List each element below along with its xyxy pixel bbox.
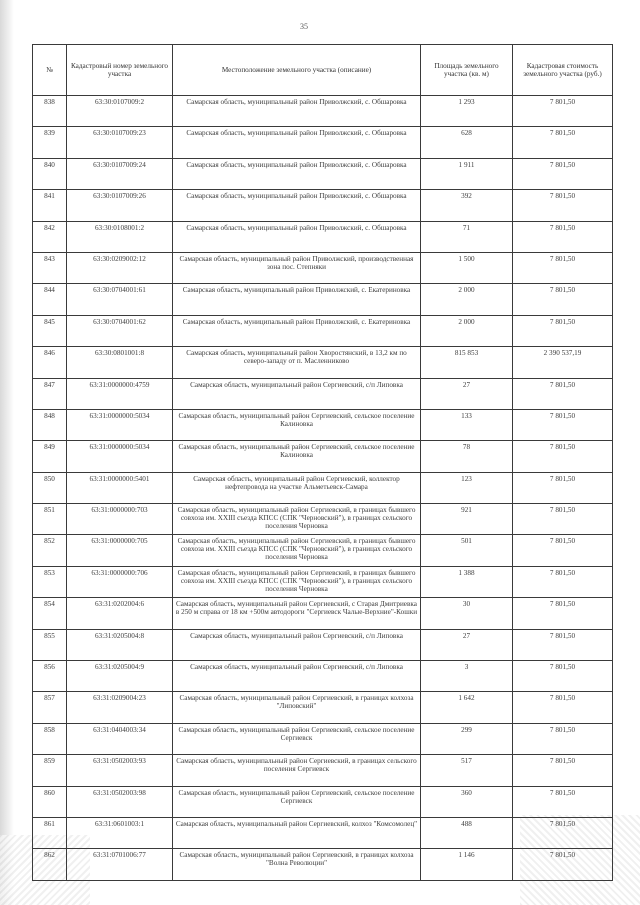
row-number: 852 [33,535,67,566]
cadastral-number: 63:31:0000000:706 [67,566,173,597]
area-value: 299 [421,723,513,754]
location-description: Самарская область, муниципальный район Сергиевский, в границах бывшего совхоза им. XXIII съезда КПСС (СПК "Черновский"), в границах сельского поселения Черновка [173,504,421,535]
area-value: 123 [421,472,513,503]
row-number: 855 [33,629,67,660]
row-number: 859 [33,755,67,786]
area-value: 1 642 [421,692,513,723]
location-description: Самарская область, муниципальный район Приволжский, с. Обшаровка [173,127,421,158]
row-number: 850 [33,472,67,503]
cadastral-cost: 7 801,50 [513,315,613,346]
cadastral-cost: 7 801,50 [513,504,613,535]
area-value: 2 000 [421,284,513,315]
cadastral-cost: 7 801,50 [513,661,613,692]
cadastral-number: 63:31:0601003:1 [67,817,173,848]
cadastral-number: 63:30:0704001:61 [67,284,173,315]
row-number: 851 [33,504,67,535]
location-description: Самарская область, муниципальный район Сергиевский, колхоз "Комсомолец" [173,817,421,848]
table-row [33,566,613,597]
table-row [33,252,613,283]
row-number: 861 [33,817,67,848]
cadastral-cost: 7 801,50 [513,252,613,283]
land-plots-table [32,44,613,881]
cadastral-cost: 7 801,50 [513,692,613,723]
cadastral-cost: 7 801,50 [513,535,613,566]
row-number: 862 [33,849,67,880]
location-description: Самарская область, муниципальный район Сергиевский, в границах бывшего совхоза им. XXIII съезда КПСС (СПК "Черновский"), в границах сельского поселения Черновка [173,566,421,597]
area-value: 628 [421,127,513,158]
table-body [33,96,613,881]
header-cost: Кадастровая стоимость земельного участка (руб.) [513,45,613,96]
cadastral-cost: 2 390 537,19 [513,347,613,378]
table-row [33,472,613,503]
cadastral-cost: 7 801,50 [513,566,613,597]
row-number: 858 [33,723,67,754]
location-description: Самарская область, муниципальный район Приволжский, с. Екатериновка [173,284,421,315]
cadastral-cost: 7 801,50 [513,158,613,189]
cadastral-cost: 7 801,50 [513,629,613,660]
row-number: 843 [33,252,67,283]
row-number: 857 [33,692,67,723]
location-description: Самарская область, муниципальный район Сергиевский, сельское поселение Калиновка [173,441,421,472]
cadastral-cost: 7 801,50 [513,441,613,472]
location-description: Самарская область, муниципальный район Приволжский, с. Обшаровка [173,221,421,252]
header-num: № [33,45,67,96]
area-value: 392 [421,190,513,221]
cadastral-cost: 7 801,50 [513,598,613,629]
cadastral-cost: 7 801,50 [513,190,613,221]
area-value: 27 [421,629,513,660]
cadastral-cost: 7 801,50 [513,723,613,754]
row-number: 844 [33,284,67,315]
table-row [33,629,613,660]
location-description: Самарская область, муниципальный район Сергиевский, в границах колхоза "Липовский" [173,692,421,723]
location-description: Самарская область, муниципальный район Сергиевский, коллектор нефтепровода на участке Альметьевск-Самара [173,472,421,503]
location-description: Самарская область, муниципальный район Сергиевский, с/п Липовка [173,378,421,409]
table-row [33,347,613,378]
row-number: 847 [33,378,67,409]
cadastral-number: 63:31:0000000:5034 [67,409,173,440]
cadastral-number: 63:30:0108001:2 [67,221,173,252]
cadastral-cost: 7 801,50 [513,221,613,252]
table-row [33,723,613,754]
location-description: Самарская область, муниципальный район Сергиевский, в границах колхоза "Волна Революции" [173,849,421,880]
cadastral-cost: 7 801,50 [513,96,613,127]
table-row [33,786,613,817]
location-description: Самарская область, муниципальный район Сергиевский, с/п Липовка [173,629,421,660]
cadastral-cost: 7 801,50 [513,755,613,786]
location-description: Самарская область, муниципальный район Приволжский, с. Обшаровка [173,96,421,127]
location-description: Самарская область, муниципальный район Приволжский, с. Обшаровка [173,158,421,189]
cadastral-cost: 7 801,50 [513,409,613,440]
location-description: Самарская область, муниципальный район Сергиевский, в границах сельского поселения Сергиевск [173,755,421,786]
cadastral-number: 63:30:0209002:12 [67,252,173,283]
cadastral-cost: 7 801,50 [513,284,613,315]
area-value: 78 [421,441,513,472]
table-row [33,817,613,848]
row-number: 848 [33,409,67,440]
area-value: 815 853 [421,347,513,378]
table-row [33,158,613,189]
cadastral-number: 63:30:0704001:62 [67,315,173,346]
area-value: 133 [421,409,513,440]
cadastral-number: 63:31:0000000:4759 [67,378,173,409]
cadastral-number: 63:31:0701006:77 [67,849,173,880]
location-description: Самарская область, муниципальный район Приволжский, с. Обшаровка [173,190,421,221]
row-number: 842 [33,221,67,252]
cadastral-number: 63:31:0000000:5401 [67,472,173,503]
area-value: 360 [421,786,513,817]
table-row [33,221,613,252]
area-value: 1 146 [421,849,513,880]
cadastral-number: 63:30:0107009:23 [67,127,173,158]
header-location: Местоположение земельного участка (описание) [173,45,421,96]
row-number: 846 [33,347,67,378]
table-row [33,409,613,440]
page-number: 35 [300,22,308,31]
area-value: 501 [421,535,513,566]
cadastral-number: 63:31:0502003:98 [67,786,173,817]
table-row [33,190,613,221]
area-value: 1 911 [421,158,513,189]
table-row [33,96,613,127]
table-row [33,692,613,723]
area-value: 1 293 [421,96,513,127]
cadastral-number: 63:30:0107009:24 [67,158,173,189]
cadastral-number: 63:31:0000000:703 [67,504,173,535]
area-value: 30 [421,598,513,629]
table-header-row [33,45,613,96]
scan-edge-shadow [0,0,14,905]
area-value: 3 [421,661,513,692]
row-number: 856 [33,661,67,692]
location-description: Самарская область, муниципальный район Приволжский, производственная зона пос. Степняки [173,252,421,283]
location-description: Самарская область, муниципальный район Сергиевский, сельское поселение Сергиевск [173,723,421,754]
location-description: Самарская область, муниципальный район Сергиевский, сельское поселение Калиновка [173,409,421,440]
row-number: 841 [33,190,67,221]
row-number: 853 [33,566,67,597]
location-description: Самарская область, муниципальный район Хворостянский, в 13,2 км по северо-западу от п. Масленниково [173,347,421,378]
cadastral-cost: 7 801,50 [513,378,613,409]
location-description: Самарская область, муниципальный район Сергиевский, с Старая Дмитриевка в 250 м справа от 18 км +500м автодороги "Сергиевск Чалые-Верхние"-Кошки [173,598,421,629]
cadastral-number: 63:31:0502003:93 [67,755,173,786]
location-description: Самарская область, муниципальный район Сергиевский, в границах бывшего совхоза им. XXIII съезда КПСС (СПК "Черновский"), в границах сельского поселения Черновка [173,535,421,566]
cadastral-cost: 7 801,50 [513,849,613,880]
area-value: 71 [421,221,513,252]
cadastral-number: 63:30:0107009:2 [67,96,173,127]
location-description: Самарская область, муниципальный район Сергиевский, с/п Липовка [173,661,421,692]
table-row [33,284,613,315]
cadastral-number: 63:31:0202004:6 [67,598,173,629]
table-row [33,661,613,692]
table-row [33,315,613,346]
row-number: 838 [33,96,67,127]
cadastral-number: 63:30:0107009:26 [67,190,173,221]
cadastral-number: 63:31:0205004:9 [67,661,173,692]
table-row [33,755,613,786]
cadastral-number: 63:30:0801001:8 [67,347,173,378]
cadastral-number: 63:31:0209004:23 [67,692,173,723]
row-number: 860 [33,786,67,817]
cadastral-cost: 7 801,50 [513,472,613,503]
location-description: Самарская область, муниципальный район Сергиевский, сельское поселение Сергиевск [173,786,421,817]
cadastral-number: 63:31:0404003:34 [67,723,173,754]
row-number: 849 [33,441,67,472]
cadastral-cost: 7 801,50 [513,817,613,848]
table-row [33,378,613,409]
cadastral-number: 63:31:0000000:5034 [67,441,173,472]
row-number: 840 [33,158,67,189]
header-area: Площадь земельного участка (кв. м) [421,45,513,96]
row-number: 845 [33,315,67,346]
table-row [33,127,613,158]
cadastral-number: 63:31:0000000:705 [67,535,173,566]
table-row [33,441,613,472]
area-value: 27 [421,378,513,409]
table-row [33,504,613,535]
table-row [33,535,613,566]
area-value: 2 000 [421,315,513,346]
area-value: 1 500 [421,252,513,283]
table-row [33,598,613,629]
cadastral-cost: 7 801,50 [513,786,613,817]
area-value: 488 [421,817,513,848]
cadastral-cost: 7 801,50 [513,127,613,158]
area-value: 1 388 [421,566,513,597]
cadastral-number: 63:31:0205004:8 [67,629,173,660]
table-row [33,849,613,880]
row-number: 839 [33,127,67,158]
header-cadastral: Кадастровый номер земельного участка [67,45,173,96]
area-value: 517 [421,755,513,786]
location-description: Самарская область, муниципальный район Приволжский, с. Екатериновка [173,315,421,346]
area-value: 921 [421,504,513,535]
row-number: 854 [33,598,67,629]
